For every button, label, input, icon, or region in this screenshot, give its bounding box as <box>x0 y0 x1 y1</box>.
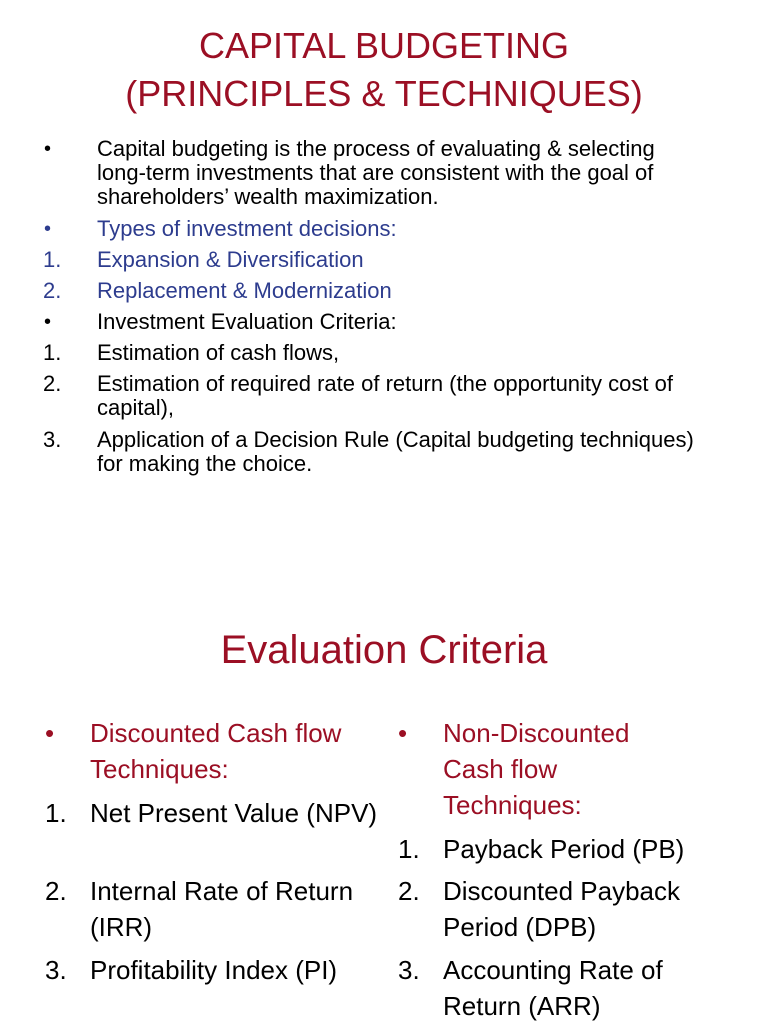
list-item-text: Replacement & Modernization <box>97 278 392 303</box>
slide-1-title <box>0 22 768 118</box>
title-line-2: (PRINCIPLES & TECHNIQUES) <box>125 73 643 114</box>
number-marker: 1. <box>43 340 62 365</box>
list-item-text: Types of investment decisions: <box>97 216 397 241</box>
list-item-text: Estimation of required rate of return (the opportunity cost of capital), <box>97 371 673 420</box>
number-marker: 1. <box>398 834 420 864</box>
slide-2-title: Evaluation Criteria <box>220 628 548 672</box>
bullet-marker: • <box>44 138 52 160</box>
number-marker: 3. <box>45 955 67 985</box>
list-item-text: Profitability Index (PI) <box>90 955 338 985</box>
bullet-marker: • <box>44 311 52 333</box>
number-marker: 2. <box>398 876 420 906</box>
list-item-text: Payback Period (PB) <box>443 834 685 864</box>
number-marker: 2. <box>43 371 62 396</box>
number-marker: 2. <box>43 278 62 303</box>
list-item-text: Investment Evaluation Criteria: <box>97 309 397 334</box>
list-item-text: Expansion & Diversification <box>97 247 364 272</box>
number-marker: 3. <box>398 955 420 985</box>
list-item-text: Net Present Value (NPV) <box>90 798 378 828</box>
list-item-text: Accounting Rate of Return (ARR) <box>443 955 663 1021</box>
title-line-1: CAPITAL BUDGETING <box>198 25 570 66</box>
number-marker: 1. <box>43 247 62 272</box>
bullet-marker: • <box>45 718 55 748</box>
bullet-marker: • <box>44 218 52 240</box>
column-heading-text: Discounted Cash flow Techniques: <box>90 718 342 784</box>
number-marker: 1. <box>45 798 67 828</box>
slide-evaluation-criteria <box>0 512 768 1024</box>
number-marker: 3. <box>43 427 62 452</box>
list-item-text: Discounted Payback Period (DPB) <box>443 876 681 942</box>
list-item-text: Estimation of cash flows, <box>97 340 340 365</box>
bullet-marker: • <box>398 718 408 748</box>
number-marker: 2. <box>45 876 67 906</box>
list-item-text: Internal Rate of Return (IRR) <box>90 876 354 942</box>
list-item-text: Application of a Decision Rule (Capital budgeting techniques) for making the choice. <box>97 427 694 476</box>
list-item-text: Capital budgeting is the process of evaluating & selecting long-term investments that are consistent with the goal of shareholders’ wealth maximization. <box>97 136 655 209</box>
column-heading-text: Non-Discounted Cash flow Techniques: <box>443 718 630 820</box>
